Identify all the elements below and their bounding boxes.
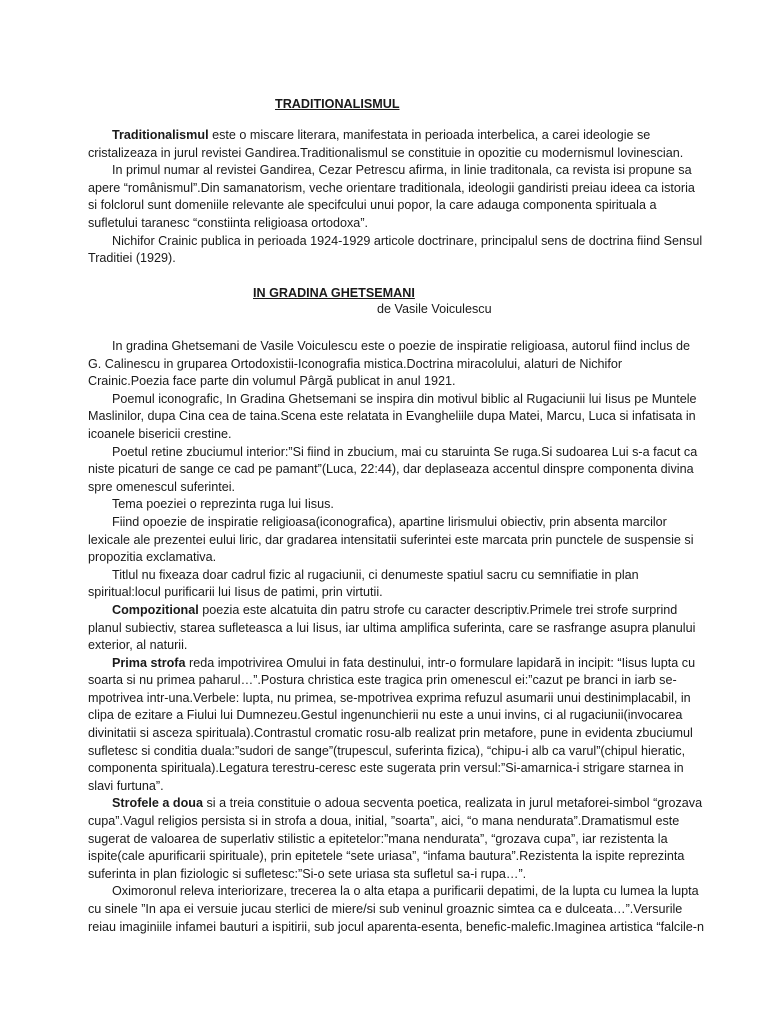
paragraph-text: Nichifor Crainic publica in perioada 1924-1929 articole doctrinare, principalul sens de doctrina fiind Sensul Traditiei (1929).: [88, 233, 703, 266]
paragraph: [88, 338, 704, 391]
paragraph: [88, 444, 704, 497]
paragraph: [88, 602, 704, 655]
paragraph: [88, 127, 704, 162]
section-in-gradina-ghetsemani: [88, 338, 704, 936]
paragraph-text: Tema poeziei o reprezinta ruga lui Iisus.: [112, 497, 334, 512]
paragraph: [88, 514, 704, 567]
paragraph-lead: Compozitional: [112, 602, 199, 617]
paragraph-text: reda impotrivirea Omului in fata destinului, intr-o formulare lapidară in incipit: “Iisus lupta cu soarta si nu primea paharul…”.Postura christica este tragica prin omenescul ei:”cazut pe branci in iarb se-mpotrivea intr-una.Verbele: lupta, nu primea, se-mpotrivea exprima refuzul asumarii unui destinimplacabil, in clipa de ezitare a Fiului lui Dumnezeu.Gestul ingenunchierii nu este a unui invins, ci al rugaciunii(invocarea divinitatii si asceza spirituala).Contrastul cromatic rosu-alb realizat prin metafore, pune in evidenta zbuciumul sufletesc si conditia duala:”sudori de sange”(trupescul, suferinta fizica), “chipu-i alb ca varul”(chipul hieratic, componenta spirituala).Legatura terestru-ceresc este sugerata prin versul:”Si-amarnica-i strigare starnea in slavi furtuna”.: [88, 655, 696, 793]
paragraph: [88, 162, 704, 232]
paragraph-text: Poetul retine zbuciumul interior:”Si fiind in zbucium, mai cu staruinta Se ruga.Si sudoarea Lui s-a facut ca niste picaturi de sange ce cad pe pamant”(Luca, 22:44), dar deplaseaza accentul dinspre componenta divina spre omenescul suferintei.: [88, 444, 698, 494]
paragraph-text: Oximoronul releva interiorizare, trecerea la o alta etapa a purificarii depatimi, de la lupta cu lumea la lupta cu sinele ”In apa ei versuie jucau sterlici de miere/si sub veninul groaznic simtea ca e dulceata…”.Versurile reiau imaginiile infamei bauturi a ispitirii, sub jocul aparenta-esenta, benefic-malefic.Imaginea artistica “falcile-n: [88, 884, 704, 934]
paragraph: [88, 496, 704, 514]
paragraph-lead: Strofele a doua: [112, 796, 203, 811]
paragraph: [88, 233, 704, 268]
paragraph-text: Fiind opoezie de inspiratie religioasa(iconografica), apartine lirismului obiectiv, prin absenta marcilor lexicale ale prezentei eului liric, dar gradarea intensitatii suferintei este marcata prin punctele de suspensie si propozitia exclamativa.: [88, 514, 694, 565]
paragraph: [88, 391, 704, 444]
author-byline: de Vasile Voiculescu: [377, 302, 492, 316]
title-traditionalismul: TRADITIONALISMUL: [275, 97, 400, 111]
paragraph-lead: Traditionalismul: [112, 128, 209, 142]
paragraph-text: poezia este alcatuita din patru strofe cu caracter descriptiv.Primele trei strofe surprind planul subiectiv, starea sufleteasca a lui Iisus, iar ultima amplifica suferinta, care se rasfrange asupra planului exterior, al naturii.: [88, 602, 696, 653]
title-in-gradina-ghetsemani: IN GRADINA GHETSEMANI: [253, 286, 415, 300]
paragraph-text: In gradina Ghetsemani de Vasile Voiculescu este o poezie de inspiratie religioasa, autorul fiind inclus de G. Calinescu in gruparea Ortodoxistii-Iconografia mistica.Doctrina miracolului, alaturi de Nichifor Crainic.Poezia face parte din volumul Pârgă publicat in anul 1921.: [88, 339, 691, 389]
paragraph: [88, 795, 704, 883]
paragraph: [88, 567, 704, 602]
paragraph-text: si a treia constituie o adoua secventa poetica, realizata in jurul metaforei-simbol “grozava cupa”.Vagul religios persista si in strofa a doua, initial, ”soarta”, aici, “o mana nendurata”.Dramatismul este sugerat de valoarea de superlativ stilistic a epitetelor:”mana nendurata”, “grozava cupa”, iar rezistenta la ispite(cale apurificarii spirituale), prin epitetele “sete uriasa”, “infama bautura”.Rezistenta la ispite reprezinta suferinta in plan fiziologic si sufletesc:”Si-o sete uriasa sta sufletul sa-i rupa…”.: [88, 796, 703, 881]
paragraph-text: Poemul iconografic, In Gradina Ghetsemani se inspira din motivul biblic al Rugaciunii lui Iisus pe Muntele Maslinilor, dupa Cina cea de taina.Scena este relatata in Evangheliile dupa Matei, Marcu, Luca si infatisata in icoanele bisericii crestine.: [88, 391, 697, 441]
paragraph: [88, 655, 704, 796]
section-traditionalismul: [88, 127, 704, 268]
paragraph-text: Titlul nu fixeaza doar cadrul fizic al rugaciunii, ci denumeste spatiul sacru cu semnifiatie in plan spiritual:locul purificarii lui Iisus de patimi, prin virtutii.: [88, 567, 639, 600]
paragraph-lead: Prima strofa: [112, 655, 186, 670]
paragraph-text: In primul numar al revistei Gandirea, Cezar Petrescu afirma, in linie traditonala, ca revista isi propune sa apere “românismul”.Din samanatorism, veche orientare traditionala, ideologii gandiristi preiau ideea ca istoria si folclorul sunt domeniile relevante ale specifcului unui popor, la care adauga componenta spirituala a sufletului taranesc “constiinta religioasa ortodoxa”.: [88, 163, 695, 230]
paragraph-text: este o miscare literara, manifestata in perioada interbelica, a carei ideologie se cristalizeaza in jurul revistei Gandirea.Traditionalismul se constituie in opozitie cu modernismul lovinescian.: [88, 128, 684, 160]
paragraph: [88, 883, 704, 936]
